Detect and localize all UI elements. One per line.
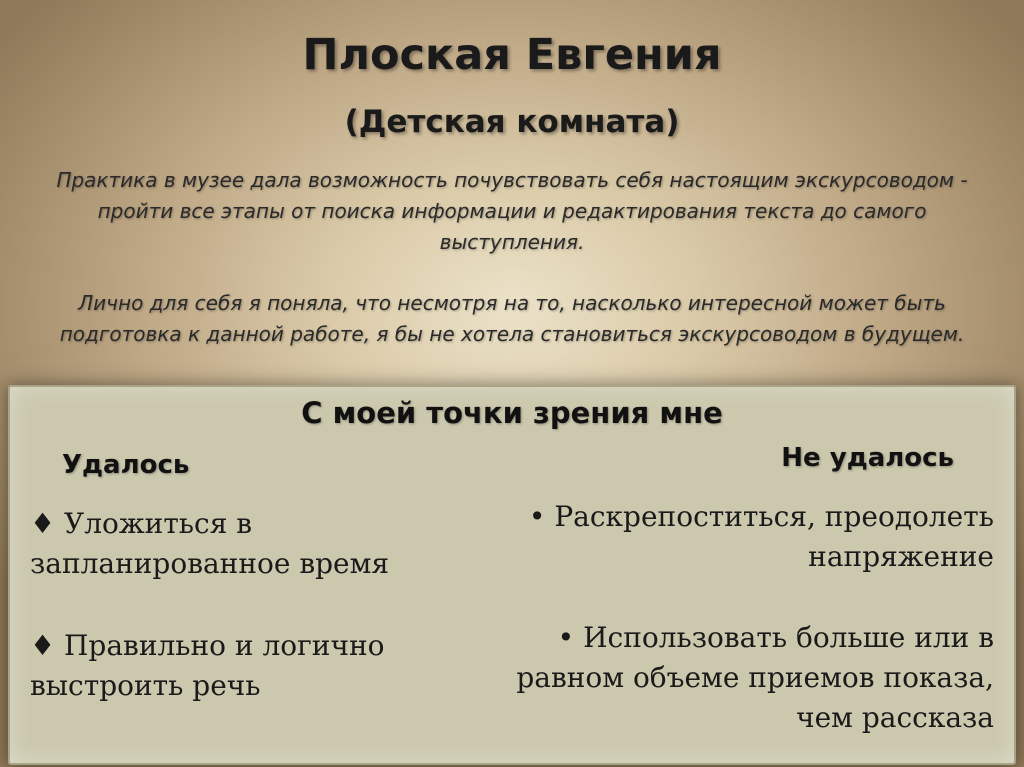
failed-item	[474, 618, 994, 738]
dot-bullet-icon: •	[557, 621, 575, 654]
succeeded-item	[30, 626, 500, 706]
failed-heading: Не удалось	[781, 443, 954, 473]
failed-item	[474, 497, 994, 577]
succeeded-heading: Удалось	[62, 450, 190, 480]
succeeded-item-text: Правильно и логично выстроить речь	[30, 629, 385, 702]
slide-subtitle: (Детская комната)	[344, 104, 680, 140]
intro-paragraph: Практика в музее дала возможность почувствовать себя настоящим экскурсоводом - пройти все этапы от поиска информации и редактирования текста до самого выступления.	[56, 168, 968, 254]
failed-item-text: Использовать больше или в равном объеме приемов показа, чем рассказа	[516, 621, 994, 734]
slide-title: Плоская Евгения	[302, 30, 722, 80]
summary-heading: С моей точки зрения мне	[301, 396, 723, 430]
diamond-bullet-icon: ♦	[30, 507, 56, 540]
dot-bullet-icon: •	[528, 500, 546, 533]
succeeded-item-text: Уложиться в запланированное время	[30, 507, 390, 580]
diamond-bullet-icon: ♦	[30, 629, 56, 662]
failed-item-text: Раскрепоститься, преодолеть напряжение	[554, 500, 994, 573]
succeeded-item	[30, 504, 500, 584]
conclusion-paragraph: Лично для себя я поняла, что несмотря на то, насколько интересной может быть подготовка к данной работе, я бы не хотела становиться экскурсоводом в будущем.	[59, 291, 965, 346]
